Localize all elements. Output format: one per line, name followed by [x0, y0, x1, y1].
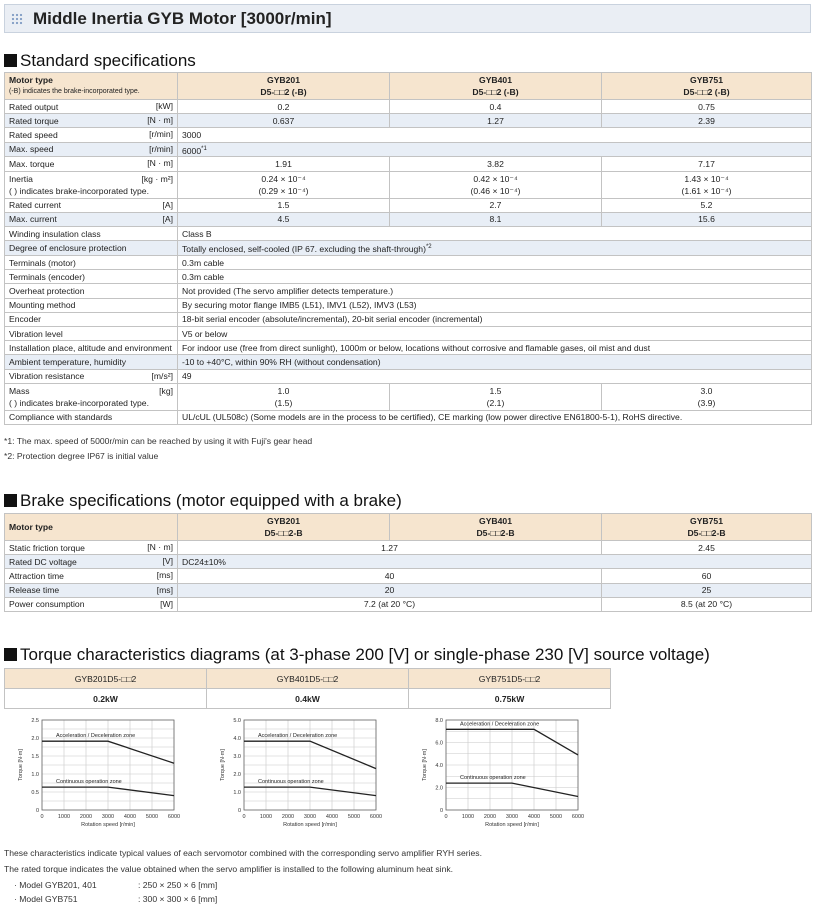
- row-label: Max. current: [9, 214, 57, 225]
- row-label: Rated DC voltage: [9, 556, 77, 567]
- x-tick-label: 1000: [57, 814, 71, 820]
- accel-zone-label: Acceleration / Deceleration zone: [56, 733, 136, 740]
- span-value: 6000: [182, 145, 202, 156]
- x-tick-label: 5000: [145, 814, 159, 820]
- brake-row: [5, 569, 812, 583]
- value-cell: [390, 383, 602, 410]
- y-tick-label: 0: [35, 808, 39, 814]
- x-axis-label: Rotation speed [r/min]: [81, 822, 135, 828]
- y-tick-label: 1.0: [31, 772, 39, 778]
- square-bullet-icon: [4, 648, 17, 661]
- value-cell: 1.5: [178, 198, 390, 212]
- heatsink-size-1: : 250 × 250 × 6 [mm]: [138, 880, 218, 890]
- row-label-cell: [5, 312, 178, 326]
- row-label-cell: [5, 100, 178, 114]
- brake-row: [5, 597, 812, 611]
- x-tick-label: 4000: [527, 814, 541, 820]
- span-value-cell: [178, 369, 812, 383]
- spec-row: [5, 171, 812, 198]
- y-tick-label: 4.0: [435, 763, 443, 769]
- row-label-line: [9, 173, 173, 185]
- row-label: Static friction torque: [9, 542, 85, 553]
- row-label: Max. speed: [9, 144, 54, 155]
- row-label: Winding insulation class: [9, 228, 101, 239]
- row-label-cell: [5, 226, 178, 240]
- span-value: Class B: [182, 228, 212, 239]
- y-axis-label: Torque [N·m]: [422, 749, 428, 781]
- y-axis-label: Torque [N·m]: [220, 749, 226, 781]
- torque-kw-1: 0.2kW: [5, 689, 207, 709]
- span-value: Not provided (The servo amplifier detects temperature.): [182, 286, 394, 296]
- model-header-1: [178, 514, 390, 541]
- torque-footnote-1: These characteristics indicate typical values of each servomotor combined with the corresponding servo amplifier RYH series.: [4, 848, 482, 858]
- value: 1.5: [489, 385, 502, 396]
- x-axis-label: Rotation speed [r/min]: [485, 822, 539, 828]
- value-cell: [602, 383, 812, 410]
- value-brake: (3.9): [697, 397, 716, 408]
- row-unit: [ms]: [156, 570, 173, 581]
- row-label-cell: [5, 326, 178, 340]
- value-cell: 0.4: [390, 100, 602, 114]
- spec-row: [5, 128, 812, 142]
- row-label: Degree of enclosure protection: [9, 243, 127, 254]
- row-label: Power consumption: [9, 599, 85, 610]
- continuous-zone-label: Continuous operation zone: [56, 779, 122, 786]
- model-code: D5-□□2 (-B): [683, 87, 730, 97]
- x-tick-label: 2000: [79, 814, 93, 820]
- span-value: -10 to +40°C, within 90% RH (without condensation): [182, 356, 381, 367]
- row-unit: [N · m]: [147, 158, 173, 169]
- x-tick-label: 4000: [123, 814, 137, 820]
- row-label-cell: [5, 256, 178, 270]
- value-cell: [178, 171, 390, 198]
- value-cell: [178, 383, 390, 410]
- standard-heading: Standard specifications: [4, 51, 196, 71]
- x-tick-label: 0: [40, 814, 44, 820]
- model-name: GYB201: [267, 75, 300, 85]
- x-tick-label: 6000: [571, 814, 585, 820]
- value-brake: (0.29 × 10⁻⁴): [258, 185, 309, 196]
- brake-row: [5, 555, 812, 569]
- torque-model-2: GYB401D5-□□2: [207, 669, 409, 689]
- model-header-1: [178, 73, 390, 100]
- y-tick-label: 1.5: [31, 754, 39, 760]
- row-label: Compliance with standards: [9, 412, 113, 423]
- span-value: Totally enclosed, self-cooled (IP 67. excluding the shaft-through): [182, 244, 426, 255]
- value-cell: [390, 171, 602, 198]
- continuous-zone-label: Continuous operation zone: [460, 775, 526, 782]
- accel-zone-label: Acceleration / Deceleration zone: [258, 733, 338, 740]
- motor-type-header: [5, 514, 178, 541]
- row-unit: [kg]: [159, 385, 173, 396]
- square-bullet-icon: [4, 54, 17, 67]
- header-row: [5, 514, 812, 541]
- value: 0.24 × 10⁻⁴: [261, 173, 306, 184]
- torque-heading: Torque characteristics diagrams (at 3-phase 200 [V] or single-phase 230 [V] source voltage): [4, 645, 710, 665]
- row-label: Vibration level: [9, 328, 63, 339]
- y-tick-label: 2.0: [435, 785, 443, 792]
- accel-zone-label: Acceleration / Deceleration zone: [460, 721, 540, 728]
- value: 1.0: [277, 385, 290, 396]
- spec-row: [5, 410, 812, 424]
- row-label: Max. torque: [9, 159, 55, 170]
- row-label-2: ( ) indicates brake-incorporated type.: [9, 397, 149, 408]
- row-label-cell: [5, 583, 178, 597]
- x-tick-label: 3000: [101, 814, 115, 820]
- x-tick-label: 2000: [281, 814, 295, 820]
- value-cell-751: 60: [602, 569, 812, 583]
- torque-chart-1: [2, 712, 192, 836]
- row-label: Attraction time: [9, 570, 64, 581]
- value: 3.0: [700, 385, 713, 396]
- value-cell-751: 25: [602, 583, 812, 597]
- y-tick-label: 2.5: [31, 718, 39, 724]
- spec-row: [5, 298, 812, 312]
- row-label: Terminals (encoder): [9, 271, 85, 282]
- spec-row: [5, 284, 812, 298]
- spec-row: [5, 226, 812, 240]
- y-tick-label: 0: [439, 808, 443, 814]
- model-name: GYB401: [479, 516, 512, 526]
- brake-row: [5, 541, 812, 555]
- x-axis-label: Rotation speed [r/min]: [283, 822, 337, 828]
- standard-spec-table: [4, 72, 812, 425]
- row-label-cell: [5, 555, 178, 569]
- torque-model-1: GYB201D5-□□2: [5, 669, 207, 689]
- row-label-2: ( ) indicates brake-incorporated type.: [9, 185, 149, 196]
- value-cell-201-401: 20: [178, 583, 602, 597]
- row-label: Rated torque: [9, 115, 59, 126]
- torque-kw-3: 0.75kW: [409, 689, 611, 709]
- y-tick-label: 6.0: [435, 740, 443, 747]
- span-value: By securing motor flange IMB5 (L51), IMV1 (L52), IMV3 (L53): [182, 300, 417, 311]
- span-value-cell: [178, 270, 812, 284]
- model-name: GYB201: [267, 516, 300, 526]
- motor-type-sublabel: (-B) indicates the brake-incorporated type.: [9, 88, 140, 95]
- row-label-cell: [5, 171, 178, 198]
- row-unit: [r/min]: [149, 129, 173, 140]
- row-unit: [V]: [162, 556, 173, 567]
- span-value-cell: [178, 284, 812, 298]
- value-cell-201-401: 7.2 (at 20 °C): [178, 597, 602, 611]
- span-value-cell: DC24±10%: [178, 555, 812, 569]
- spec-row: [5, 312, 812, 326]
- value-cell: 0.2: [178, 100, 390, 114]
- brake-row: [5, 583, 812, 597]
- span-value: UL/cUL (UL508c) (Some models are in the process to be certified), CE marking (low power directive EN61800-5-1), RoHS directive.: [182, 412, 683, 423]
- value-brake: (2.1): [486, 397, 505, 408]
- row-label-cell: [5, 298, 178, 312]
- row-label-cell: [5, 157, 178, 171]
- row-label-line: [9, 385, 173, 397]
- motor-type-label: Motor type: [9, 522, 53, 532]
- span-value: 49: [182, 371, 192, 382]
- spec-row: [5, 100, 812, 114]
- span-value: 3000: [182, 129, 202, 140]
- row-label-cell: [5, 383, 178, 410]
- spec-row: [5, 256, 812, 270]
- page-title: Middle Inertia GYB Motor [3000r/min]: [33, 9, 332, 28]
- row-label: Mounting method: [9, 300, 76, 311]
- model-code: D5-□□2 (-B): [260, 87, 307, 97]
- row-label: Encoder: [9, 314, 42, 325]
- row-label-cell: [5, 241, 178, 256]
- row-unit: [m/s²]: [151, 370, 173, 381]
- spec-row: [5, 212, 812, 226]
- span-value-cell: [178, 410, 812, 424]
- row-label: Ambient temperature, humidity: [9, 356, 127, 367]
- x-tick-label: 6000: [369, 814, 383, 820]
- row-unit: [ms]: [156, 584, 173, 595]
- span-value-cell: [178, 142, 812, 157]
- value-cell-201-401: 1.27: [178, 541, 602, 555]
- y-tick-label: 0: [237, 808, 241, 814]
- torque-model-table: [4, 668, 611, 709]
- torque-chart-3: [406, 712, 596, 836]
- footnote-marker: *1: [201, 145, 207, 152]
- row-label-cell: [5, 410, 178, 424]
- row-label: Rated output: [9, 101, 59, 112]
- y-tick-label: 5.0: [233, 718, 241, 724]
- model-header-3: [602, 514, 812, 541]
- row-label-cell: [5, 270, 178, 284]
- x-tick-label: 2000: [483, 814, 497, 820]
- value-cell: 7.17: [602, 157, 812, 171]
- row-unit: [N · m]: [147, 542, 173, 552]
- note-1: *1: The max. speed of 5000r/min can be reached by using it with Fuji's gear head: [4, 436, 313, 446]
- span-value-cell: [178, 241, 812, 256]
- span-value-cell: [178, 312, 812, 326]
- y-tick-label: 2.0: [233, 772, 241, 778]
- row-label-cell: [5, 198, 178, 212]
- row-label-cell: [5, 569, 178, 583]
- value-cell: 4.5: [178, 212, 390, 226]
- spec-row: [5, 157, 812, 171]
- row-label: Vibration resistance: [9, 371, 85, 382]
- value-cell: [602, 171, 812, 198]
- row-unit: [kg · m²]: [141, 173, 173, 184]
- row-unit: [N · m]: [147, 115, 173, 126]
- heatsink-size-2: : 300 × 300 × 6 [mm]: [138, 894, 218, 904]
- row-label: Installation place, altitude and environment: [9, 342, 172, 353]
- x-tick-label: 3000: [505, 814, 519, 820]
- torque-kw-2: 0.4kW: [207, 689, 409, 709]
- model-code: D5-□□2 (-B): [472, 87, 519, 97]
- model-header-2: [390, 73, 602, 100]
- value: 1.43 × 10⁻⁴: [684, 173, 729, 184]
- y-tick-label: 0.5: [31, 790, 39, 796]
- footnote-marker: *2: [425, 244, 432, 251]
- x-tick-label: 0: [444, 814, 448, 820]
- value: 0.42 × 10⁻⁴: [473, 173, 518, 184]
- y-tick-label: 4.0: [233, 736, 241, 742]
- note-2: *2: Protection degree IP67 is initial value: [4, 451, 159, 461]
- row-label: Terminals (motor): [9, 257, 76, 268]
- row-label-cell: [5, 341, 178, 355]
- y-tick-label: 1.0: [233, 790, 241, 796]
- model-name: GYB751: [690, 75, 723, 85]
- x-tick-label: 1000: [461, 814, 475, 820]
- span-value: 0.3m cable: [182, 257, 225, 268]
- span-value-cell: [178, 128, 812, 142]
- spec-row: [5, 369, 812, 383]
- row-label-cell: [5, 212, 178, 226]
- x-tick-label: 3000: [303, 814, 317, 820]
- x-tick-label: 5000: [347, 814, 361, 820]
- model-header-2: [390, 514, 602, 541]
- spec-row: [5, 198, 812, 212]
- row-label: Release time: [9, 585, 60, 596]
- value-cell-751: 2.45: [602, 541, 812, 555]
- span-value-cell: [178, 341, 812, 355]
- span-value-cell: [178, 298, 812, 312]
- value-cell: 2.39: [602, 114, 812, 128]
- y-axis-label: Torque [N·m]: [18, 749, 24, 781]
- model-code: D5-□□2-B: [264, 528, 303, 538]
- x-tick-label: 6000: [167, 814, 181, 820]
- row-label: Mass: [9, 385, 30, 396]
- x-tick-label: 0: [242, 814, 246, 820]
- row-unit: [A]: [162, 213, 173, 224]
- x-tick-label: 5000: [549, 814, 563, 820]
- span-value: 0.3m cable: [182, 271, 225, 282]
- span-value: V5 or below: [182, 328, 228, 339]
- span-value-cell: [178, 355, 812, 369]
- value-cell: 1.27: [390, 114, 602, 128]
- motor-type-header: [5, 73, 178, 100]
- value-cell: 0.637: [178, 114, 390, 128]
- model-name: GYB401: [479, 75, 512, 85]
- row-label-cell: [5, 541, 178, 555]
- row-unit: [A]: [162, 199, 173, 210]
- row-label-cell: [5, 142, 178, 157]
- heatsink-model-2: · Model GYB751: [14, 894, 78, 904]
- x-tick-label: 4000: [325, 814, 339, 820]
- spec-row: [5, 114, 812, 128]
- spec-row: [5, 326, 812, 340]
- value-brake: (1.61 × 10⁻⁴): [681, 185, 732, 196]
- continuous-zone-label: Continuous operation zone: [258, 779, 324, 786]
- row-label: Rated current: [9, 200, 62, 211]
- brake-heading: Brake specifications (motor equipped with a brake): [4, 491, 402, 511]
- value-cell: 3.82: [390, 157, 602, 171]
- span-value-cell: [178, 256, 812, 270]
- span-value: 18-bit serial encoder (absolute/incremental), 20-bit serial encoder (incremental): [182, 314, 483, 325]
- row-label: Overheat protection: [9, 286, 85, 296]
- value-brake: (1.5): [274, 397, 293, 408]
- square-bullet-icon: [4, 494, 17, 507]
- value-cell-201-401: 40: [178, 569, 602, 583]
- row-label-cell: [5, 128, 178, 142]
- y-tick-label: 3.0: [233, 754, 241, 760]
- row-unit: [kW]: [155, 101, 173, 111]
- spec-row: [5, 341, 812, 355]
- y-tick-label: 2.0: [31, 736, 39, 742]
- title-bar: [4, 4, 811, 33]
- span-value-cell: [178, 226, 812, 240]
- dots-icon: [11, 13, 23, 25]
- row-unit: [W]: [160, 598, 173, 609]
- y-tick-label: 8.0: [435, 718, 443, 724]
- row-unit: [r/min]: [149, 143, 173, 154]
- value-cell-751: 8.5 (at 20 °C): [602, 597, 812, 611]
- value-cell: 1.91: [178, 157, 390, 171]
- spec-row: [5, 383, 812, 410]
- spec-row: [5, 270, 812, 284]
- torque-footnote-2: The rated torque indicates the value obtained when the servo amplifier is installed to the following aluminum heat sink.: [4, 864, 454, 874]
- model-name: GYB751: [690, 516, 723, 526]
- spec-row: [5, 241, 812, 256]
- model-code: D5-□□2-B: [476, 528, 515, 538]
- header-row: [5, 73, 812, 100]
- span-value: For indoor use (free from direct sunlight), 1000m or below, locations without corrosive and flamable gases, oil mist and dust: [182, 342, 651, 353]
- heatsink-model-1: · Model GYB201, 401: [14, 880, 97, 890]
- row-label-cell: [5, 284, 178, 298]
- motor-type-label: Motor type: [9, 75, 53, 85]
- x-tick-label: 1000: [259, 814, 273, 820]
- row-label-cell: [5, 355, 178, 369]
- torque-chart-2: [204, 712, 394, 836]
- value-cell: 5.2: [602, 198, 812, 212]
- row-label-cell: [5, 369, 178, 383]
- row-label: Rated speed: [9, 129, 58, 140]
- brake-spec-table: [4, 513, 812, 612]
- spec-row: [5, 142, 812, 157]
- value-cell: 8.1: [390, 212, 602, 226]
- value-cell: 2.7: [390, 198, 602, 212]
- span-value-cell: [178, 326, 812, 340]
- value-brake: (0.46 × 10⁻⁴): [470, 185, 521, 196]
- spec-row: [5, 355, 812, 369]
- row-label-cell: [5, 597, 178, 611]
- torque-model-3: GYB751D5-□□2: [409, 669, 611, 689]
- model-header-3: [602, 73, 812, 100]
- row-label-cell: [5, 114, 178, 128]
- value-cell: 0.75: [602, 100, 812, 114]
- model-code: D5-□□2-B: [687, 528, 726, 538]
- value-cell: 15.6: [602, 212, 812, 226]
- row-label: Inertia: [9, 173, 33, 184]
